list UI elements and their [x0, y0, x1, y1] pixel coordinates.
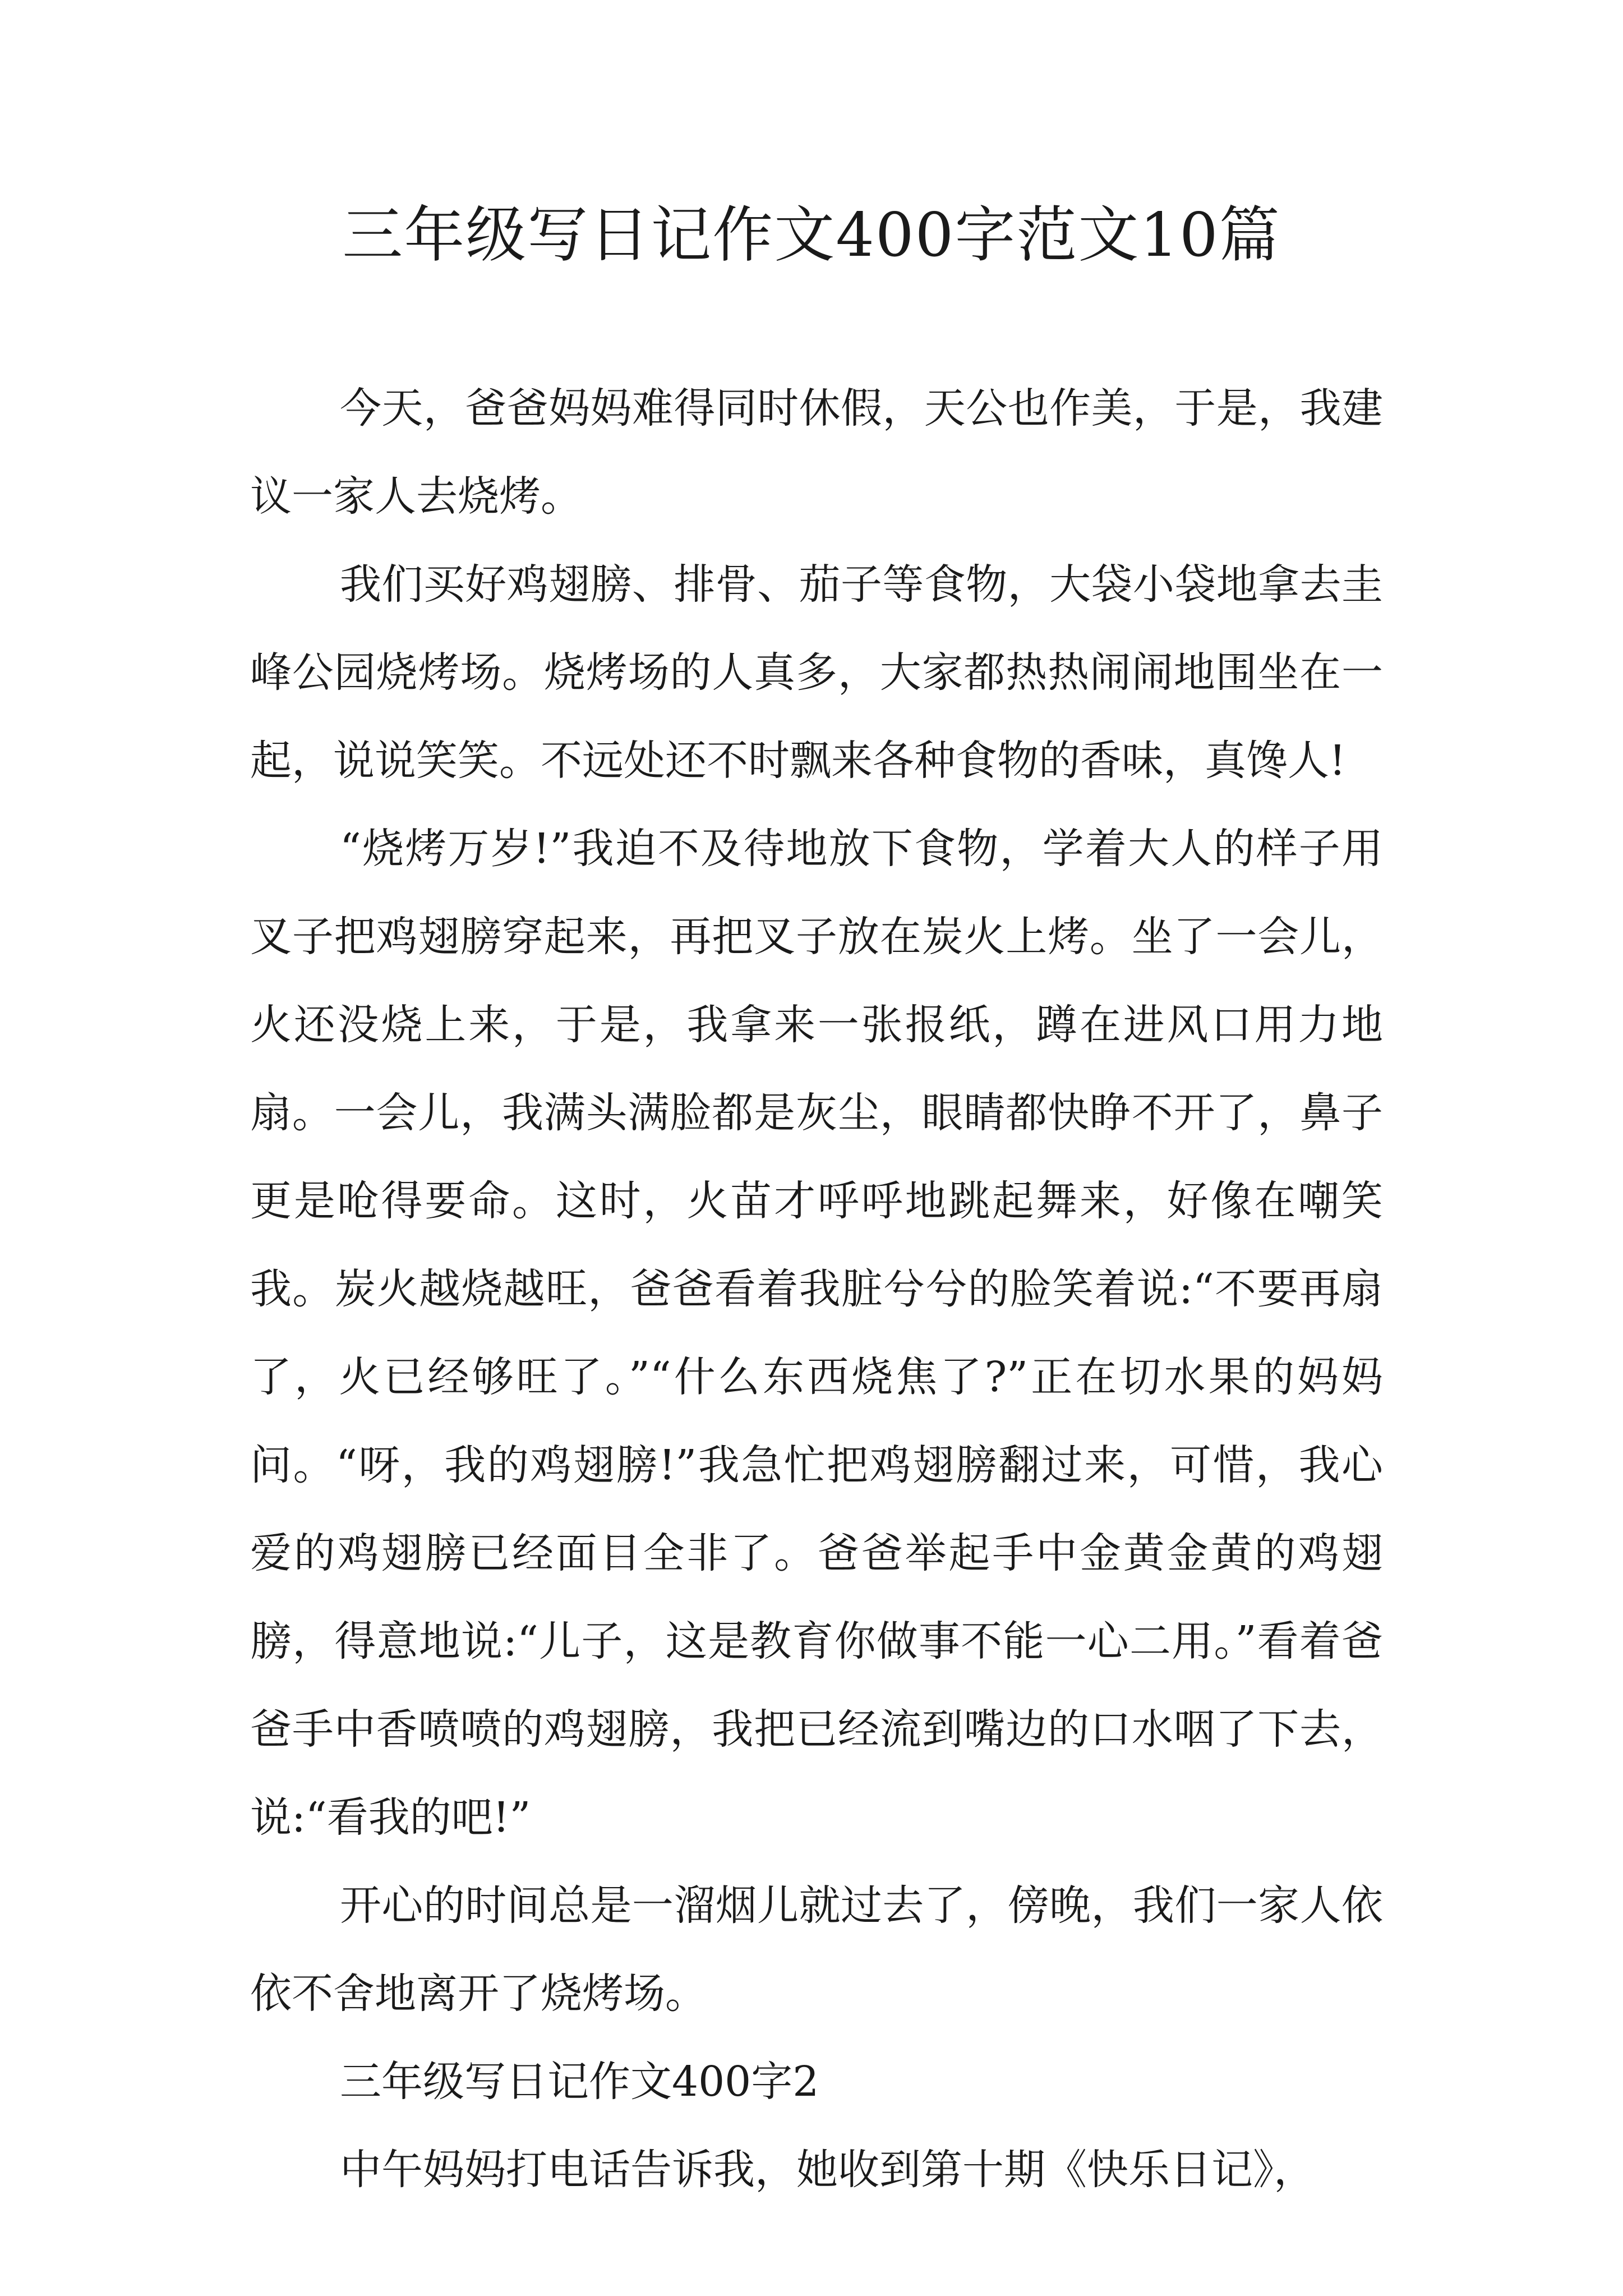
paragraph-2: 我们买好鸡翅膀、排骨、茄子等食物，大袋小袋地拿去圭峰公园烧烤场。烧烤场的人真多，大家都热热闹闹地围坐在一起，说说笑笑。不远处还不时飘来各种食物的香味，真馋人!	[250, 560, 1383, 785]
document-body	[250, 365, 1383, 2214]
section-heading: 三年级写日记作文400字2	[340, 2058, 819, 2106]
paragraph-5: 中午妈妈打电话告诉我，她收到第十期《快乐日记》，	[340, 2146, 1315, 2194]
paragraph-1: 今天，爸爸妈妈难得同时休假，天公也作美，于是，我建议一家人去烧烤。	[250, 384, 1383, 521]
paragraph-3: “烧烤万岁!”我迫不及待地放下食物，学着大人的样子用叉子把鸡翅膀穿起来，再把叉子放在炭火上烤。坐了一会儿，火还没烧上来，于是，我拿来一张报纸，蹲在进风口用力地扇。一会儿，我满头满脸都是灰尘，眼睛都快睁不开了，鼻子更是呛得要命。这时，火苗才呼呼地跳起舞来，好像在嘲笑我。炭火越烧越旺，爸爸看着我脏兮兮的脸笑着说:“不要再扇了，火已经够旺了。”“什么东西烧焦了?”正在切水果的妈妈问。“呀，我的鸡翅膀!”我急忙把鸡翅膀翻过来，可惜，我心爱的鸡翅膀已经面目全非了。爸爸举起手中金黄金黄的鸡翅膀，得意地说:“儿子，这是教育你做事不能一心二用。”看着爸爸手中香喷喷的鸡翅膀，我把已经流到嘴边的口水咽了下去，说:“看我的吧!”	[250, 825, 1383, 1842]
paragraph-4: 开心的时间总是一溜烟儿就过去了，傍晚，我们一家人依依不舍地离开了烧烤场。	[250, 1881, 1383, 2018]
document-title: 三年级写日记作文400字范文10篇	[342, 200, 1281, 270]
